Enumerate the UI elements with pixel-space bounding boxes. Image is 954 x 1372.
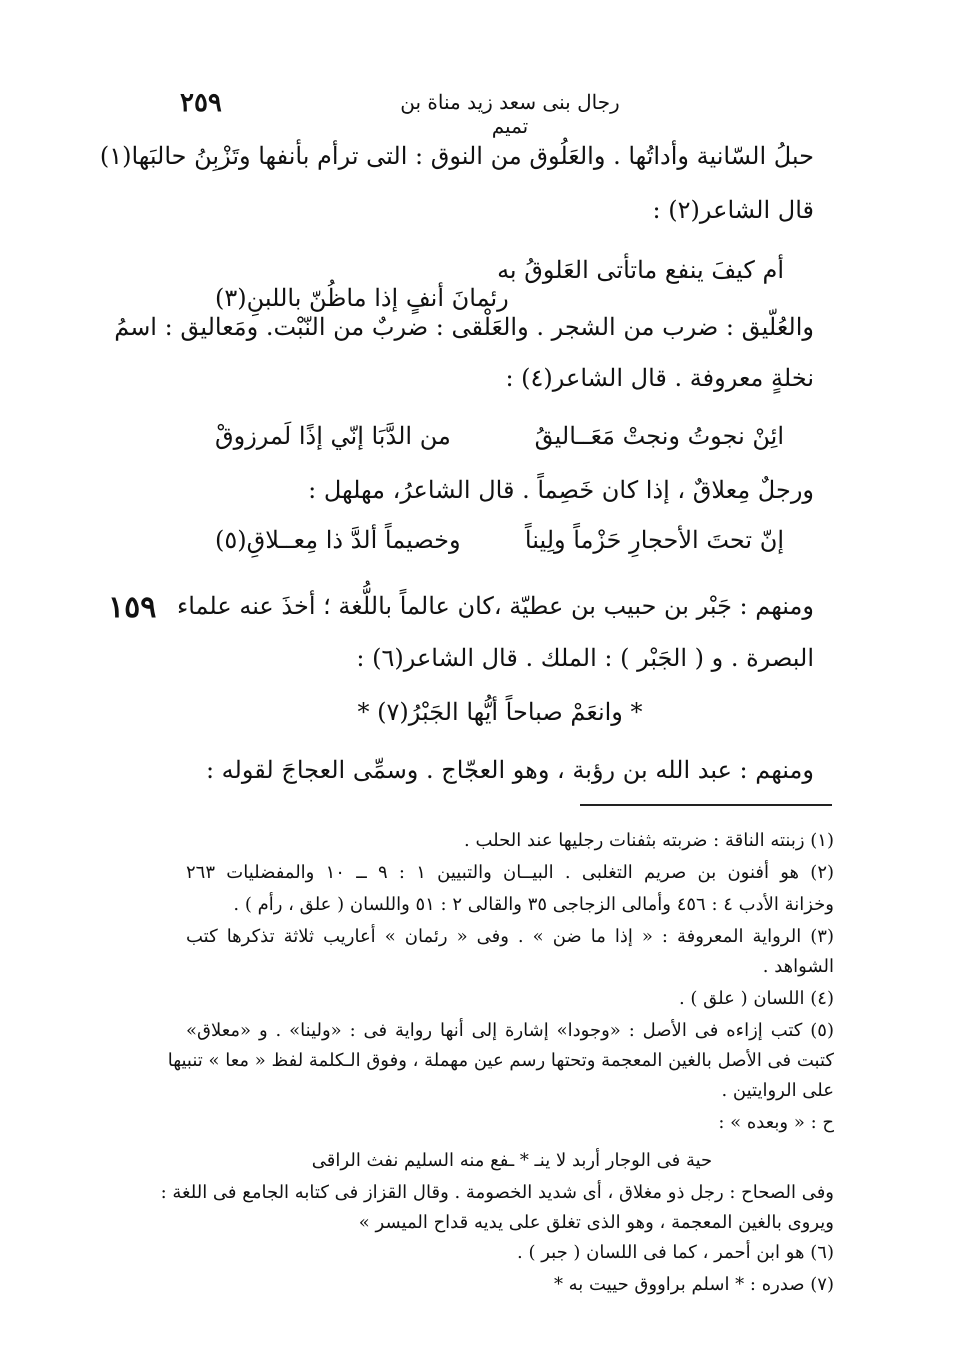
- body-line: ومنهم : جَبْر بن حبيب بن عطيّة ،كان عالماً باللُّغة ؛ أخذَ عنه علماء: [176, 592, 814, 620]
- footnote: ح : « وبعده » :: [718, 1112, 834, 1133]
- body-line: ومنهم : عبد الله بن رؤبة ، وهو العجّاج . وسمِّى العجاجَ لقوله :: [205, 756, 814, 784]
- body-line: قال الشاعر(٢) :: [652, 196, 814, 224]
- footnote: (٣) الرواية المعروفة : « إذا ما ضن » . وفى « رئمان » أعاريب ثلاثة تذكرها كتب: [186, 926, 834, 947]
- page-number: ٢٥٩: [180, 88, 222, 118]
- verse-hemistich: ائِنْ نجوتُ ونجتْ مَعَــاليقُ: [534, 422, 784, 450]
- footnote: (٤) اللسان ( علق ) .: [678, 988, 834, 1009]
- verse-hemistich: وخصيماً ألدَّ ذا مِعــلاقِ(٥): [215, 526, 461, 554]
- verse-line: * وانعَمْ صباحاً أيُّها الجَبْرُ(٧) *: [357, 698, 643, 726]
- margin-number: ١٥٩: [108, 590, 157, 625]
- body-line: البصرة . و ( الجَبْر ) : الملك . قال الشاعر(٦) :: [356, 644, 814, 672]
- body-line: ورجلٌ مِعلاقٌ ، إذا كان خَصِماً . قال الشاعرُ، مهلهل :: [308, 476, 814, 504]
- verse-hemistich: رئمانَ أنفٍ إذا ماظُنّ باللبنِ(٣): [215, 284, 509, 312]
- verse-line: [215, 256, 784, 312]
- body-line: حبلُ السّانية وأداتُها . والعَلُوق من النوق : التى ترأم بأنفها وتَزْبِنُ حالبَها(١): [99, 142, 814, 170]
- footnote: (٦) هو ابن أحمر ، كما فى اللسان ( جبر ) .: [517, 1242, 834, 1263]
- footnote: ويروى بالغين المعجمة ، وهو الذى تغلق على يديه قداح الميسر »: [358, 1212, 834, 1233]
- body-line: والعُلّيق : ضرب من الشجر . والعَلْقى : ضربٌ من النّبْت. ومَعاليق : اسمُ: [114, 313, 814, 341]
- footnote-rule: [580, 804, 832, 806]
- verse-hemistich: إنّ تحتَ الأحجارِ حَزْماً ولِيناً: [524, 526, 784, 554]
- footnote-verse: حية فى الوجار أربد لا ينـ * ـفع منه السليم نفث الراقى: [311, 1150, 713, 1171]
- footnote: (٥) كتب إزاءه فى الأصل : «وجودا» إشارة إلى أنها رواية فى : «ولينا» . و «معلاق»: [186, 1020, 834, 1041]
- verse-line: [215, 422, 784, 450]
- footnote: الشواهد .: [762, 956, 834, 977]
- verse-line: [215, 526, 784, 554]
- footnote: (٢) هو أفنون بن صريم التغلبى . البيــان والتبيين ١ : ٩ ــ ١٠ والمفضليات ٢٦٣: [186, 862, 835, 883]
- footnote: على الروايتين .: [721, 1080, 834, 1101]
- footnote: وخزانة الأدب ٤ : ٤٥٦ وأمالى الزجاجى ٣٥ والقالى ٢ : ٥١ واللسان ( علق ، رأم ) .: [233, 894, 834, 915]
- body-line: نخلةٍ معروفة . قال الشاعر(٤) :: [505, 364, 814, 392]
- footnote: (٧) صدره : * اسلم براووق حييت به *: [553, 1274, 834, 1295]
- footnote: كتبت فى الأصل بالغين المعجمة وتحتها رسم عين مهملة ، وفوق الـكلمة لفظ « معا » تنبيها: [167, 1050, 834, 1071]
- footnote: (١) زبنته الناقة : ضربته بثفنات رجليها عند الحلب .: [464, 830, 834, 851]
- verse-hemistich: أم كيفَ ينفع ماتأتى العَلوقُ به: [497, 256, 784, 284]
- footnote: وفى الصحاح : رجل ذو مغلاق ، أى شديد الخصومة . وقال القزاز فى كتابه الجامع فى اللغة :: [160, 1182, 834, 1203]
- verse-hemistich: من الدَّبَا إنّي إذًا لَمرزوقْ: [215, 422, 451, 450]
- running-title: رجال بنى سعد زيد مناة بن تميم: [400, 90, 620, 138]
